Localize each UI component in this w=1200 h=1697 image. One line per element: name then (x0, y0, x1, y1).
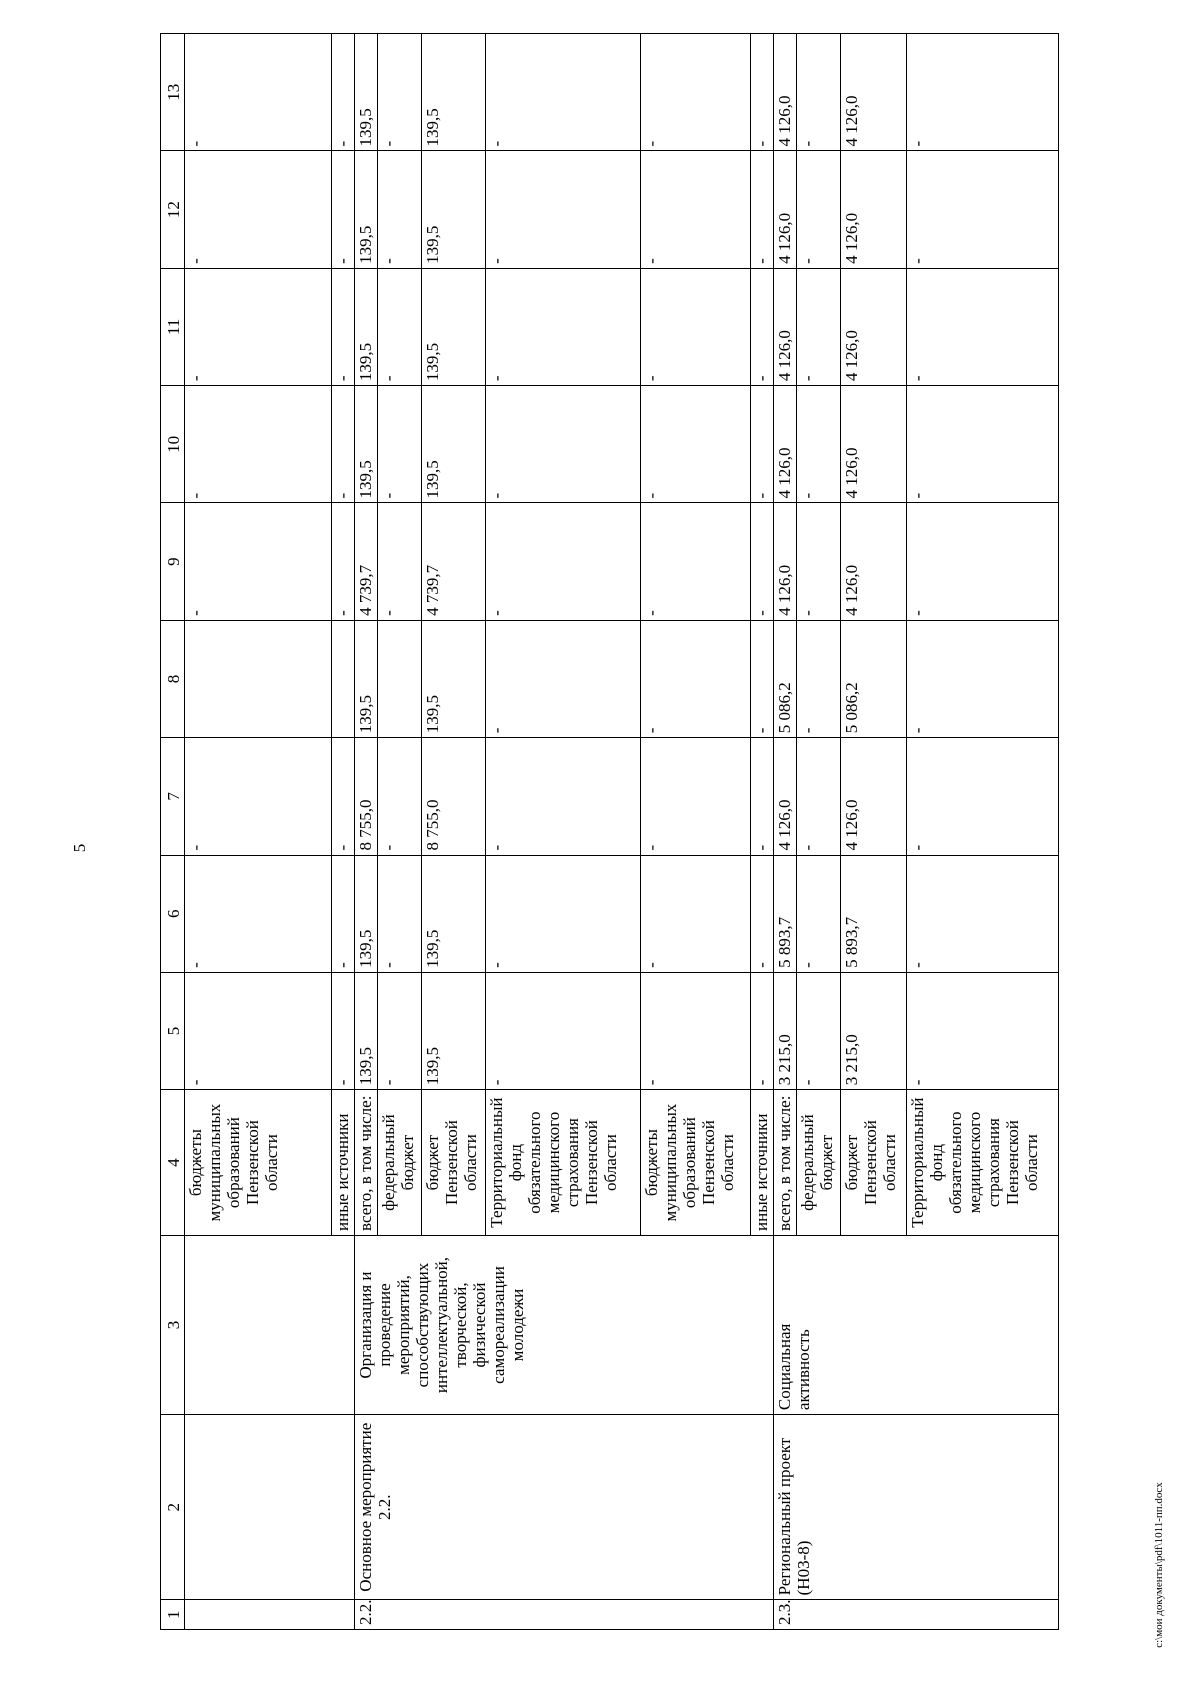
funding-source-cell: иные источники (332, 1090, 355, 1236)
funding-source-cell: бюджет Пензенской области (422, 1090, 486, 1236)
funding-source-cell: бюджеты муниципальных образований Пензенской области (641, 1090, 751, 1236)
value-cell: - (751, 972, 774, 1089)
value-cell: - (797, 855, 841, 972)
funding-source-cell: бюджеты муниципальных образований Пензенской области (185, 1090, 332, 1236)
row-number-cell (185, 1600, 355, 1630)
value-cell (332, 620, 355, 737)
value-cell: - (486, 503, 641, 620)
value-cell: - (797, 620, 841, 737)
column-header: 5 (161, 972, 185, 1089)
value-cell: - (907, 738, 1059, 855)
row-description-cell: Организация и проведение мероприятий, способствующих интеллектуальной, творческой, физической самореализации молодежи (355, 1235, 774, 1414)
column-header: 9 (161, 503, 185, 620)
value-cell: - (332, 972, 355, 1089)
value-cell: - (907, 151, 1059, 268)
value-cell: - (332, 268, 355, 385)
value-cell: - (641, 855, 751, 972)
value-cell: - (185, 855, 332, 972)
value-cell: 139,5 (355, 268, 378, 385)
value-cell: 4 739,7 (355, 503, 378, 620)
value-cell: - (797, 972, 841, 1089)
value-cell: - (486, 855, 641, 972)
value-cell: - (751, 268, 774, 385)
value-cell: - (378, 386, 422, 503)
value-cell: - (751, 738, 774, 855)
value-cell: - (486, 386, 641, 503)
value-cell: - (185, 34, 332, 151)
funding-source-cell: бюджет Пензенской области (841, 1090, 907, 1236)
value-cell: - (185, 972, 332, 1089)
row-description-cell (185, 1235, 355, 1414)
value-cell: 139,5 (422, 620, 486, 737)
value-cell: 139,5 (355, 855, 378, 972)
value-cell: 139,5 (422, 855, 486, 972)
value-cell: 139,5 (355, 620, 378, 737)
value-cell: 3 215,0 (841, 972, 907, 1089)
value-cell: 4 126,0 (774, 34, 797, 151)
value-cell: 139,5 (355, 386, 378, 503)
value-cell: - (641, 386, 751, 503)
value-cell: - (751, 620, 774, 737)
value-cell: - (185, 386, 332, 503)
value-cell: 4 126,0 (774, 268, 797, 385)
value-cell: - (332, 386, 355, 503)
value-cell: - (751, 855, 774, 972)
value-cell: - (486, 620, 641, 737)
column-header: 2 (161, 1415, 185, 1600)
value-cell: 4 126,0 (774, 151, 797, 268)
value-cell: - (332, 738, 355, 855)
value-cell: - (185, 151, 332, 268)
value-cell: - (797, 268, 841, 385)
value-cell: 5 893,7 (774, 855, 797, 972)
value-cell: - (797, 151, 841, 268)
column-header: 7 (161, 738, 185, 855)
column-header: 10 (161, 386, 185, 503)
value-cell: - (907, 386, 1059, 503)
value-cell: 8 755,0 (422, 738, 486, 855)
value-cell: - (907, 268, 1059, 385)
value-cell: 3 215,0 (774, 972, 797, 1089)
value-cell: - (797, 503, 841, 620)
value-cell: - (907, 34, 1059, 151)
row-name-cell: Основное мероприятие 2.2. (355, 1415, 774, 1600)
value-cell: 139,5 (355, 34, 378, 151)
value-cell: - (641, 738, 751, 855)
value-cell: 4 126,0 (841, 34, 907, 151)
value-cell: - (641, 268, 751, 385)
table-row (185, 34, 332, 1630)
column-header: 13 (161, 34, 185, 151)
funding-source-cell: всего, в том числе: (774, 1090, 797, 1236)
value-cell: - (332, 34, 355, 151)
page-number: 5 (70, 843, 89, 853)
value-cell: - (751, 34, 774, 151)
value-cell: - (378, 738, 422, 855)
funding-source-cell: иные источники (751, 1090, 774, 1236)
row-name-cell (185, 1415, 355, 1600)
value-cell: - (332, 503, 355, 620)
row-number-cell: 2.2. (355, 1600, 774, 1630)
value-cell: 4 126,0 (841, 268, 907, 385)
row-name-cell: Региональный проект (Н03-8) (774, 1415, 1059, 1600)
value-cell: - (486, 151, 641, 268)
funding-source-cell: всего, в том числе: (355, 1090, 378, 1236)
value-cell: - (378, 503, 422, 620)
value-cell: 5 893,7 (841, 855, 907, 972)
value-cell: - (378, 34, 422, 151)
value-cell: - (486, 972, 641, 1089)
column-header: 12 (161, 151, 185, 268)
value-cell: - (185, 268, 332, 385)
column-number-row (161, 34, 185, 1630)
value-cell: 139,5 (355, 151, 378, 268)
value-cell: 4 739,7 (422, 503, 486, 620)
value-cell: 4 126,0 (774, 738, 797, 855)
funding-source-cell: Территориальный фонд обязательного медицинского страхования Пензенской области (486, 1090, 641, 1236)
value-cell: - (378, 151, 422, 268)
column-header: 11 (161, 268, 185, 385)
budget-table (160, 33, 1059, 1630)
value-cell: 139,5 (422, 268, 486, 385)
value-cell: - (185, 503, 332, 620)
table-row (355, 34, 378, 1630)
value-cell: - (907, 855, 1059, 972)
value-cell: 5 086,2 (841, 620, 907, 737)
row-description-cell: Социальная активность (774, 1235, 1059, 1414)
value-cell: - (378, 972, 422, 1089)
column-header: 1 (161, 1600, 185, 1630)
value-cell: - (907, 972, 1059, 1089)
value-cell: - (797, 386, 841, 503)
value-cell: - (751, 386, 774, 503)
footer-file-path: c:\мои документы\pdf\1011-пп.docx (1153, 1482, 1165, 1648)
value-cell: - (641, 503, 751, 620)
value-cell: 8 755,0 (355, 738, 378, 855)
value-cell: - (797, 738, 841, 855)
value-cell: - (378, 855, 422, 972)
value-cell: 139,5 (422, 34, 486, 151)
value-cell: - (641, 151, 751, 268)
value-cell: 5 086,2 (774, 620, 797, 737)
value-cell: 139,5 (355, 972, 378, 1089)
value-cell: - (907, 620, 1059, 737)
value-cell: - (907, 503, 1059, 620)
funding-source-cell: федеральный бюджет (797, 1090, 841, 1236)
value-cell: - (185, 738, 332, 855)
value-cell (378, 620, 422, 737)
value-cell: 4 126,0 (841, 151, 907, 268)
funding-source-cell: федеральный бюджет (378, 1090, 422, 1236)
value-cell: 4 126,0 (774, 503, 797, 620)
column-header: 6 (161, 855, 185, 972)
value-cell: - (797, 34, 841, 151)
value-cell: - (486, 34, 641, 151)
column-header: 4 (161, 1090, 185, 1236)
value-cell: 4 126,0 (841, 386, 907, 503)
column-header: 3 (161, 1235, 185, 1414)
value-cell: - (641, 34, 751, 151)
value-cell: - (486, 268, 641, 385)
value-cell: 139,5 (422, 386, 486, 503)
value-cell: - (486, 738, 641, 855)
table-row (774, 34, 797, 1630)
value-cell: - (751, 151, 774, 268)
value-cell: - (332, 151, 355, 268)
value-cell: 139,5 (422, 972, 486, 1089)
value-cell: 4 126,0 (774, 386, 797, 503)
value-cell: - (751, 503, 774, 620)
value-cell (185, 620, 332, 737)
funding-source-cell: Территориальный фонд обязательного медицинского страхования Пензенской области (907, 1090, 1059, 1236)
value-cell: - (641, 620, 751, 737)
value-cell: - (332, 855, 355, 972)
value-cell: - (641, 972, 751, 1089)
value-cell: - (378, 268, 422, 385)
row-number-cell: 2.3. (774, 1600, 1059, 1630)
value-cell: 4 126,0 (841, 503, 907, 620)
column-header: 8 (161, 620, 185, 737)
value-cell: 4 126,0 (841, 738, 907, 855)
value-cell: 139,5 (422, 151, 486, 268)
